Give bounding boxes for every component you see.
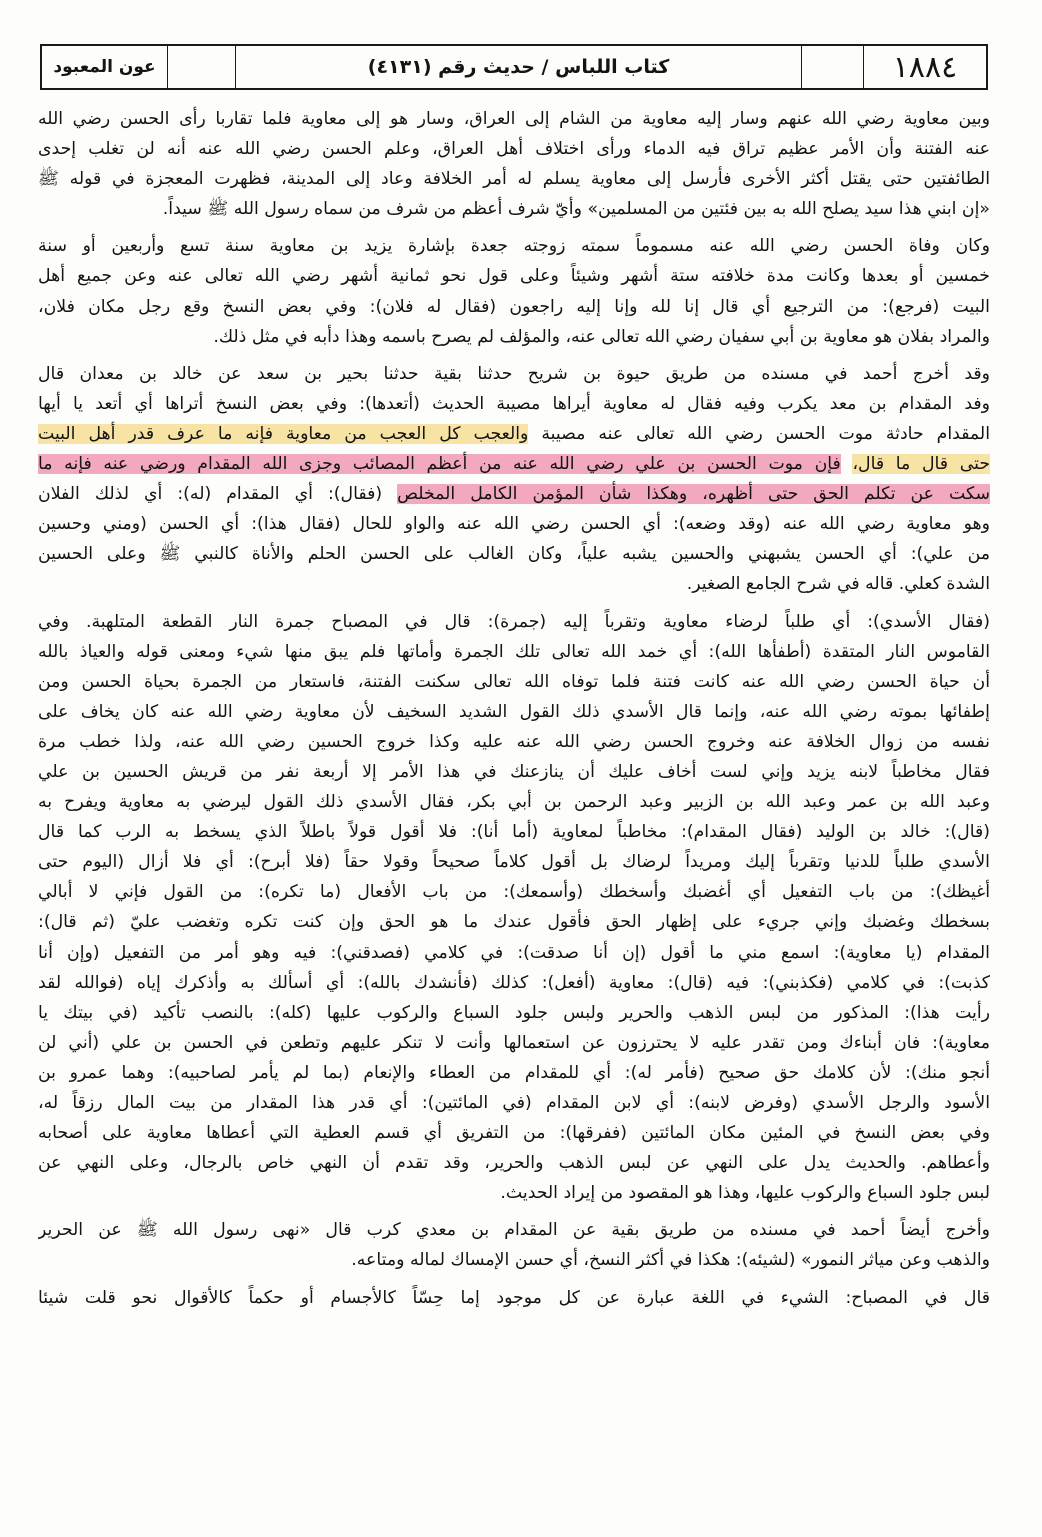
highlight-pink: فإن موت الحسن بن علي رضي الله عنه من أعظم المصائب وجزى الله المقدام ورضي عنه فإنه ما <box>38 454 841 475</box>
text-line: وفد المقدام بن معد يكرب وفيه فقال له معاوية أيراها مصيبة الحديث (أتعدها): وفي بعض النسخ أتراها أي أتعد يا أيها <box>38 393 990 414</box>
plain-segment: المقدام حادثة موت الحسن رضي الله تعالى عنه مصيبة <box>541 423 990 444</box>
page-header <box>40 44 988 90</box>
text-line: لبس جلود السباع والركوب عليها، وهذا هو المقصود من إيراد الحديث. <box>500 1183 990 1204</box>
text-line: كذبت): في كلامي (فكذبني): فيه (قال): معاوية (أفعل): كذلك (فأنشدك بالله): أي أسألك به وأذكرك إياه (فوالله لقد <box>38 972 990 993</box>
header-divider-cell <box>802 46 864 88</box>
text-line: وأخرج أيضاً أحمد في مسنده من طريق بقية عن المقدام بن معدي كرب قال «نهى رسول الله ﷺ عن الحرير <box>38 1220 990 1241</box>
plain-segment: (فقال): أي المقدام (له): أي لذلك الفلان <box>38 484 383 505</box>
text-line: وقد أخرج أحمد في مسنده من طريق حيوة بن شريح حدثنا بقية حدثنا بحير بن سعد عن خالد بن معدان قال <box>38 363 990 384</box>
text-line: وأعطاهم. والحديث يدل على النهي عن لبس الذهب والحرير، وقد تقدم أن النهي خاص بالرجال، وعلى النهي عن <box>38 1153 990 1174</box>
text-line: الأسود والرجل الأسدي (وفرض لابنه): أي لابن المقدام (في المائتين): أي قدر هذا المقدار من بيت المال رزقاً له، <box>38 1093 990 1113</box>
book-title: عون المعبود <box>42 46 168 88</box>
text-line: وفي بعض النسخ في المئين مكان المائتين (ففرقها): من التفريق أي قسم العطية التي أعطاها معاوية على أصحابه <box>38 1123 990 1144</box>
page-number: ١٨٨٤ <box>892 49 958 85</box>
text-line: (قال): خالد بن الوليد (فقال المقدام): مخاطباً لمعاوية (أما أنا): فلا أقول قولاً باطلاً الذي يسخط به الرب كما قال <box>38 822 990 843</box>
text-line-highlighted <box>38 419 990 449</box>
text-line-highlighted <box>38 479 990 509</box>
text-line: من علي): أي الحسن يشبهني والحسين يشبه علياً، وكان الغالب على الحسن الحلم والأناة كالنبي ﷺ وعلى الحسين <box>38 544 990 565</box>
text-line: أغيظك): من باب التفعيل أي أغضبك وأسخطك (وأسمعك): من باب الأفعال (ما تكره): من القول فإني لا أبالي <box>38 882 990 903</box>
highlight-yellow: حتى قال ما قال، <box>852 454 990 475</box>
text-line: البيت (فرجع): من الترجيع أي قال إنا لله وإنا إليه راجعون (فقال له فلان): وفي بعض النسخ وقع رجل مكان فلان، <box>38 296 990 317</box>
text-line: والمراد بفلان هو معاوية بن أبي سفيان رضي الله تعالى عنه، والمؤلف لم يصرح باسمه وهذا دأبه في مثل ذلك. <box>213 326 990 347</box>
text-line: نفسه من زوال الخلافة عنه وخروج الحسن رضي الله عنه عليه وكذا خروج الحسين رضي الله عنه، ولذا خطب مرة <box>38 731 990 752</box>
text-line: قال في المصباح: الشيء في اللغة عبارة عن كل موجود إما حِسّاً كالأجسام أو حكماً كالأقوال نحو قلت شيئا <box>38 1287 990 1308</box>
text-line: إطفائها بموته رضي الله عنه، وإنما قال الأسدي ذلك القول الشديد السخيف لأن معاوية رضي الله عنه كان يخاف على <box>38 701 990 722</box>
text-line: القاموس النار المتقدة (أطفأها الله): أي خمد الله تعالى تلك الجمرة وأماتها فلم يبق منها شيء ومعنى قوله والعياذ بالله <box>38 641 990 662</box>
text-line: وهو معاوية رضي الله عنه (وقد وضعه): أي الحسن رضي الله عنه والواو للحال (فقال هذا): أي الحسن (ومني وحسين <box>38 514 990 535</box>
text-line: بسخطك وغضبك وإني جريء على إظهار الحق فأقول عندك ما هو الحق وإن كنت تكره وتغضب عليّ (ثم قال): <box>38 912 990 933</box>
text-line: عنه الفتنة وأن الأمر عظيم تراق فيه الدماء ورأى اختلاف أهل العراق، وعلم الحسن رضي الله عنه أنه لن تغلب إحدى <box>38 139 990 160</box>
text-line: (فقال الأسدي): أي طلباً لرضاء معاوية وتقرباً إليه (جمرة): قال في المصباح جمرة النار القطعة المتلهبة. وفي <box>38 611 990 632</box>
text-line: فقال مخاطباً لابنه يزيد وإني لست أخاف عليك أن ينازعنك في هذا الأمر إلا أربعة نفر من قريش الحسين بن علي <box>38 761 990 782</box>
text-line: وعبد الله بن عمر وعبد الله بن الزبير وعبد الرحمن بن أبي بكر، فقال الأسدي ذلك القول ليرضي به معاوية ويفرح به <box>38 792 990 813</box>
text-line: أن حياة الحسن رضي الله عنه كانت فتنة فلما توفاه الله تعالى سكنت الفتنة، فاستعار من الجمرة بحياة الحسن ومن <box>38 671 990 692</box>
text-line: رأيت هذا): المذكور من لبس الذهب والحرير ولبس جلود السباع والركوب عليها (كله): بالنصب تأكيد (في بيتك يا <box>38 1002 990 1023</box>
text-line: أنجو منك): لأن كلامك حق صحيح (فأمر له): أي للمقدام من العطاء والإنعام (بما لم يأمر لصاحبيه): وهما عمرو بن <box>38 1062 990 1083</box>
body-text <box>38 104 990 1524</box>
chapter-title: كتاب اللباس / حديث رقم (٤١٣١) <box>236 46 802 88</box>
text-line: وبين معاوية رضي الله عنهم وسار إليه معاوية من الشام إلى العراق، وسار هو إلى معاوية فلما تقاربا رأى الحسن رضي الله <box>38 109 990 129</box>
text-line: الشدة كعلي. قاله في شرح الجامع الصغير. <box>686 574 990 595</box>
text-line: الطائفتين حتى يقتل أكثر الأخرى فأرسل إلى معاوية يسلم له أمر الخلافة وعاد إلى المدينة، فظهرت المعجزة في قوله ﷺ <box>38 169 990 190</box>
text-line: والذهب وعن مياثر النمور» (لشيئه): هكذا في أكثر النسخ، أي حسن الإمساك لماله ومتاعه. <box>351 1250 990 1271</box>
text-line-highlighted <box>38 449 990 479</box>
text-line: المقدام (يا معاوية): اسمع مني ما أقول (إن أنا صدقت): في كلامي (فصدقني): فيه وهو أمر من التفعيل (وإن أنا <box>38 942 990 963</box>
text-line: وكان وفاة الحسن رضي الله عنه مسموماً سمته زوجته جعدة بإشارة يزيد بن معاوية سنة تسع وأربعين أو سنة <box>38 236 990 257</box>
text-line: «إن ابني هذا سيد يصلح الله به بين فئتين من المسلمين» وأيّ شرف أعظم من شرف من سماه رسول الله ﷺ سيداً. <box>162 199 990 220</box>
text-line: خمسين أو بعدها وكانت مدة خلافته ستة أشهر وشيئاً وعلى قول نحو ثمانية أشهر رضي الله تعالى عنه وعن جميع أهل <box>38 266 990 287</box>
header-divider-cell <box>168 46 236 88</box>
text-line: معاوية): فان أبناءك ومن تقدر عليه لا يحترزون عن استعمالها وأنت لا تنكر عليهم وتطعن في الحسن بن علي (أني لن <box>38 1032 990 1053</box>
text-line: الأسدي طلباً للدنيا وتقرباً إليك ومريداً لرضاك بل أقول كلاماً صحيحاً وقولا حقاً (فلا أبرح): أي فلا أزال (اليوم حتى <box>38 852 990 873</box>
highlight-yellow: والعجب كل العجب من معاوية فإنه ما عرف قدر أهل البيت <box>38 423 529 444</box>
highlight-pink: سكت عن تكلم الحق حتى أظهره، وهكذا شأن المؤمن الكامل المخلص <box>397 484 990 505</box>
